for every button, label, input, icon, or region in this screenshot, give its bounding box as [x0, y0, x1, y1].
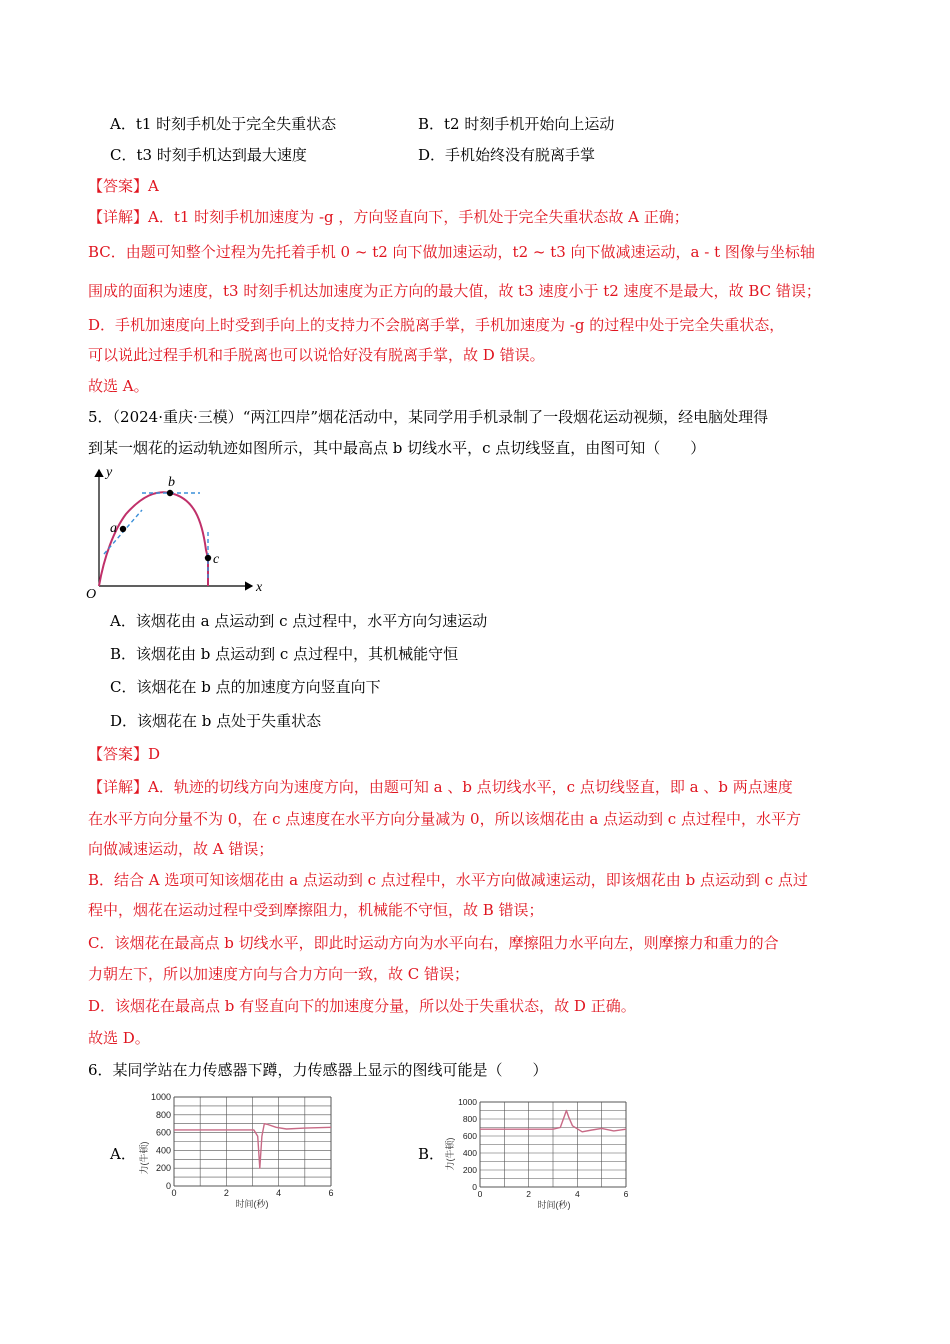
q6-stem: 6．某同学站在力传感器下蹲，力传感器上显示的图线可能是（ ）	[88, 1061, 548, 1079]
chart-a-xlabel: 时间(秒)	[235, 1199, 269, 1209]
x-axis-label: x	[256, 580, 263, 595]
q4-detail-line-2: BC．由题可知整个过程为先托着手机 0 ~ t2 向下做加速运动，t2 ~ t3 向下做减速运动，a - t 图像与坐标轴	[88, 243, 815, 261]
q5-detail-line-4: B．结合 A 选项可知该烟花由 a 点运动到 c 点过程中，水平方向做减速运动，即该烟花由 b 点运动到 c 点过	[88, 871, 808, 889]
q5-detail-line-7: 力朝左下，所以加速度方向与合力方向一致，故 C 错误；	[88, 965, 470, 983]
chart-b-ytick-label: 200	[462, 1165, 477, 1175]
y-axis-label: y	[106, 465, 113, 480]
q4-option-b: B．t2 时刻手机开始向上运动	[418, 115, 615, 133]
q5-answer: 【答案】D	[88, 745, 161, 763]
chart-b-ytick-label: 1000	[458, 1097, 477, 1107]
q5-option-c: C．该烟花在 b 点的加速度方向竖直向下	[110, 678, 381, 696]
q5-conclusion: 故选 D。	[88, 1029, 150, 1047]
q5-option-a: A．该烟花由 a 点运动到 c 点过程中，水平方向匀速运动	[110, 612, 488, 630]
q4-detail-line-5: 可以说此过程手机和手脱离也可以说恰好没有脱离手掌，故 D 错误。	[88, 346, 545, 364]
q5-stem-line-1: 5．（2024·重庆·三模）“两江四岸”烟花活动中，某同学用手机录制了一段烟花运动视频，经电脑处理得	[88, 408, 769, 426]
chart-a-ytick-label: 0	[165, 1181, 171, 1191]
q4-detail-line-1: 【详解】A．t1 时刻手机加速度为 -g ，方向竖直向下，手机处于完全失重状态故 A 正确；	[88, 208, 689, 226]
chart-b-ytick-label: 600	[462, 1131, 477, 1141]
chart-a-ytick-label: 600	[155, 1127, 171, 1138]
chart-b-xtick-label: 0	[477, 1189, 483, 1199]
chart-a-xtick-label: 0	[171, 1188, 177, 1198]
q5-detail-line-5: 程中，烟花在运动过程中受到摩擦阻力，机械能不守恒，故 B 错误；	[88, 901, 544, 919]
point-a-label: a	[110, 521, 117, 536]
point-b-label: b	[168, 475, 175, 490]
chart-b-ylabel: 力(牛顿)	[445, 1137, 455, 1171]
q5-detail-line-2: 在水平方向分量不为 0，在 c 点速度在水平方向分量减为 0，所以该烟花由 a 点运动到 c 点过程中，水平方	[88, 810, 801, 828]
q5-detail-line-3: 向做减速运动，故 A 错误；	[88, 840, 274, 858]
chart-a-xtick-label: 2	[223, 1188, 229, 1198]
q5-detail-line-6: C．该烟花在最高点 b 切线水平，即此时运动方向为水平向右，摩擦阻力水平向左，则摩擦力和重力的合	[88, 934, 779, 952]
point-a	[120, 526, 126, 532]
chart-a-ytick-label: 400	[155, 1145, 171, 1156]
firework-trajectory-figure	[84, 462, 274, 602]
force-time-chart-a	[134, 1088, 344, 1214]
q5-option-b: B．该烟花由 b 点运动到 c 点过程中，其机械能守恒	[110, 645, 459, 663]
chart-b-ytick-label: 800	[462, 1114, 477, 1124]
chart-b-xlabel: 时间(秒)	[537, 1200, 571, 1210]
q4-answer: 【答案】A	[88, 177, 159, 195]
q4-option-d: D．手机始终没有脱离手掌	[418, 146, 596, 164]
force-time-chart-b	[442, 1094, 642, 1214]
q5-option-d: D．该烟花在 b 点处于失重状态	[110, 712, 322, 730]
q6-option-b-label: B．	[418, 1145, 445, 1163]
chart-a-ytick-label: 200	[155, 1163, 171, 1174]
q5-detail-line-1: 【详解】A．轨迹的切线方向为速度方向，由题可知 a 、b 点切线水平，c 点切线竖直，即 a 、b 两点速度	[88, 778, 793, 796]
q5-stem-line-2: 到某一烟花的运动轨迹如图所示，其中最高点 b 切线水平，c 点切线竖直，由图可知（ ）	[88, 439, 706, 457]
origin-label: O	[86, 587, 97, 602]
trajectory-curve	[99, 492, 208, 586]
chart-b-ytick-label: 0	[472, 1182, 477, 1192]
q4-conclusion: 故选 A。	[88, 377, 149, 395]
chart-b-xtick-label: 4	[574, 1189, 580, 1199]
point-b	[167, 490, 173, 496]
chart-b-ytick-label: 400	[462, 1148, 477, 1158]
chart-a-ylabel: 力(牛顿)	[139, 1141, 149, 1175]
q4-detail-line-4: D．手机加速度向上时受到手向上的支持力不会脱离手掌，手机加速度为 -g 的过程中处于完全失重状态，	[88, 316, 785, 334]
chart-b-xtick-label: 6	[623, 1189, 629, 1199]
point-c-label: c	[213, 552, 220, 567]
chart-b-xtick-label: 2	[526, 1189, 532, 1199]
chart-a-ytick-label: 800	[155, 1109, 171, 1120]
chart-a-ytick-label: 1000	[150, 1092, 171, 1102]
q4-option-a: A．t1 时刻手机处于完全失重状态	[110, 115, 337, 133]
q5-detail-line-8: D．该烟花在最高点 b 有竖直向下的加速度分量，所以处于失重状态，故 D 正确。	[88, 997, 636, 1015]
chart-a-xtick-label: 4	[276, 1188, 282, 1198]
q6-option-a-label: A．	[110, 1145, 136, 1163]
q4-option-c: C．t3 时刻手机达到最大速度	[110, 146, 307, 164]
chart-a-xtick-label: 6	[328, 1188, 334, 1198]
q4-detail-line-3: 围成的面积为速度，t3 时刻手机达加速度为正方向的最大值，故 t3 速度小于 t2 速度不是最大，故 BC 错误；	[88, 282, 821, 300]
point-c	[205, 555, 211, 561]
